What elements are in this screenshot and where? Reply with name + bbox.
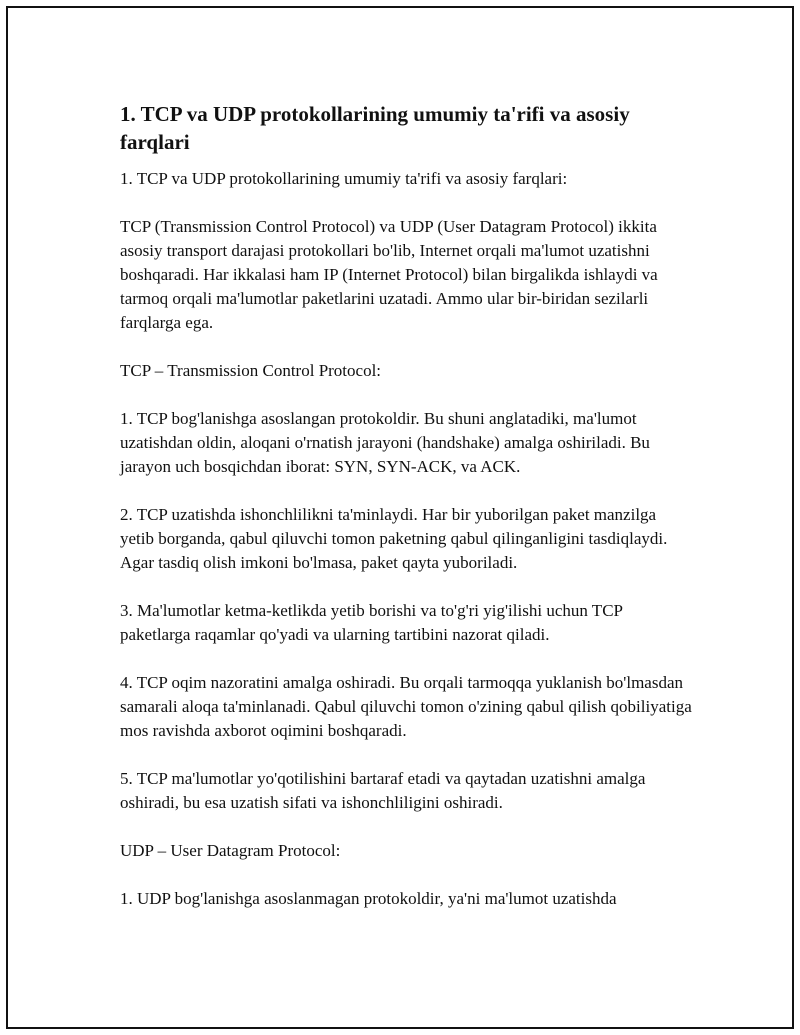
paragraph-intro-heading: 1. TCP va UDP protokollarining umumiy ta'rifi va asosiy farqlari: [120, 169, 568, 188]
udp-point-1: 1. UDP bog'lanishga asoslanmagan protokoldir, ya'ni ma'lumot uzatishda [120, 889, 617, 908]
tcp-point-5: 5. TCP ma'lumotlar yo'qotilishini bartaraf etadi va qaytadan uzatishni amalga oshiradi, bu esa uzatish sifati va ishonchliligini oshiradi. [120, 769, 646, 812]
section-heading-udp: UDP – User Datagram Protocol: [120, 841, 341, 860]
section-heading-tcp: TCP – Transmission Control Protocol: [120, 361, 382, 380]
document-page [6, 6, 794, 1029]
tcp-point-2: 2. TCP uzatishda ishonchlilikni ta'minlaydi. Har bir yuborilgan paket manzilga yetib borganda, qabul qiluvchi tomon paketning qabul qilinganligini tasdiqlaydi. Agar tasdiq olish imkoni bo'lmasa, paket qayta yuboriladi. [120, 505, 668, 572]
tcp-point-4: 4. TCP oqim nazoratini amalga oshiradi. Bu orqali tarmoqqa yuklanish bo'lmasdan samarali aloqa ta'minlanadi. Qabul qiluvchi tomon o'zining qabul qilish qobiliyatiga mos ravishda axborot oqimini boshqaradi. [120, 673, 692, 740]
tcp-point-3: 3. Ma'lumotlar ketma-ketlikda yetib borishi va to'g'ri yig'ilishi uchun TCP paketlarga raqamlar qo'yadi va ularning tartibini nazorat qiladi. [120, 601, 623, 644]
document-title: 1. TCP va UDP protokollarining umumiy ta'rifi va asosiy farqlari [120, 102, 630, 154]
paragraph-overview: TCP (Transmission Control Protocol) va UDP (User Datagram Protocol) ikkita asosiy transport darajasi protokollari bo'lib, Internet orqali ma'lumot uzatishni boshqaradi. Har ikkalasi ham IP (Internet Protocol) bilan birgalikda ishlaydi va tarmoq orqali ma'lumotlar paketlarini uzatadi. Ammo ular bir-biridan sezilarli farqlarga ega. [120, 217, 658, 332]
document-body [120, 100, 692, 935]
tcp-point-1: 1. TCP bog'lanishga asoslangan protokoldir. Bu shuni anglatadiki, ma'lumot uzatishdan oldin, aloqani o'rnatish jarayoni (handshake) amalga oshiriladi. Bu jarayon uch bosqichdan iborat: SYN, SYN-ACK, va ACK. [120, 409, 650, 476]
